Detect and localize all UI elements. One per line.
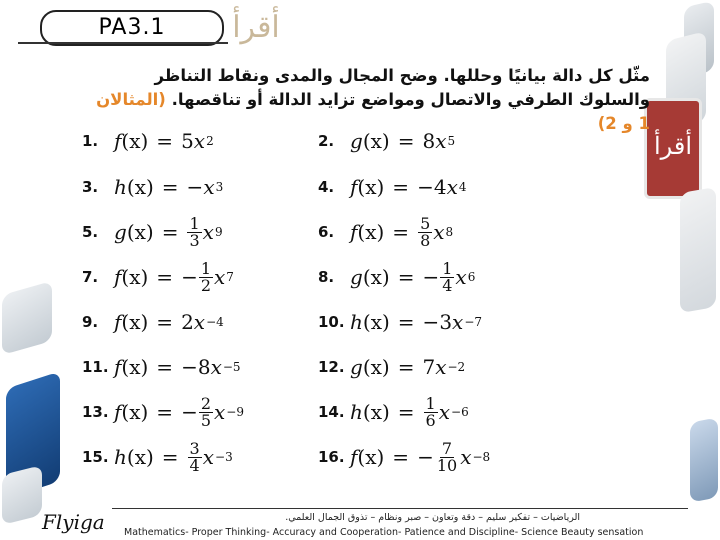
function-name: h xyxy=(114,445,127,469)
footer-divider xyxy=(112,508,688,509)
problem-item xyxy=(318,215,453,249)
fraction-coefficient xyxy=(440,258,454,295)
fraction-numerator: 1 xyxy=(425,393,436,413)
coefficient: 7 xyxy=(422,355,436,379)
equals-sign: = xyxy=(397,400,415,424)
problem-item xyxy=(82,215,223,249)
problem-number: 9. xyxy=(82,313,99,331)
fraction-coefficient xyxy=(199,258,213,295)
decorative-panel xyxy=(680,187,716,313)
exponent: −5 xyxy=(222,360,241,374)
function-name: g xyxy=(350,355,363,379)
function-arg: (x) xyxy=(121,129,149,153)
problem-item xyxy=(318,260,475,294)
function-name: f xyxy=(350,220,358,244)
minus-sign: − xyxy=(186,175,204,199)
fraction-coefficient xyxy=(435,438,459,475)
problem-item xyxy=(82,170,223,204)
equals-sign: = xyxy=(397,265,415,289)
fraction-denominator: 8 xyxy=(420,230,431,250)
equals-sign: = xyxy=(156,129,174,153)
decorative-panel xyxy=(2,281,52,355)
coefficient: 3 xyxy=(439,310,453,334)
function-arg: (x) xyxy=(121,400,149,424)
function-name: h xyxy=(114,175,127,199)
variable: x xyxy=(460,445,472,469)
exponent: 6 xyxy=(467,270,476,284)
function-name: f xyxy=(350,445,358,469)
logo-icon: ﺃﻗﺮﺃ xyxy=(232,10,280,45)
decorative-panel xyxy=(2,465,42,525)
variable: x xyxy=(433,220,445,244)
exponent: 5 xyxy=(447,134,456,148)
logo-card: ﺃﻗﺮﺃ xyxy=(644,98,702,199)
variable: x xyxy=(446,175,458,199)
fraction-coefficient xyxy=(188,438,202,475)
function-arg: (x) xyxy=(362,310,390,334)
minus-sign: − xyxy=(181,400,198,424)
problem-item xyxy=(318,395,469,429)
problem-item xyxy=(318,124,455,158)
fraction-numerator: 7 xyxy=(441,438,453,458)
exponent: −7 xyxy=(464,315,483,329)
function-name: g xyxy=(350,265,363,289)
function-name: f xyxy=(114,400,122,424)
problem-number: 8. xyxy=(318,268,335,286)
fraction-denominator: 5 xyxy=(200,410,212,430)
problem-number: 2. xyxy=(318,132,335,150)
function-arg: (x) xyxy=(126,175,154,199)
problem-item xyxy=(82,440,233,474)
function-arg: (x) xyxy=(357,445,385,469)
coefficient: 8 xyxy=(422,129,436,153)
variable: x xyxy=(193,129,206,153)
minus-sign: − xyxy=(181,265,198,289)
problem-expression xyxy=(350,213,454,250)
fraction-numerator: 1 xyxy=(442,258,453,278)
problem-number: 14. xyxy=(318,403,345,421)
signature-icon: Flyiga xyxy=(42,510,105,534)
title-underline xyxy=(18,42,228,44)
problem-number: 16. xyxy=(318,448,345,466)
function-arg: (x) xyxy=(362,265,390,289)
variable: x xyxy=(455,265,467,289)
function-name: f xyxy=(350,175,358,199)
equals-sign: = xyxy=(156,265,174,289)
minus-sign: − xyxy=(417,445,434,469)
problem-expression xyxy=(114,213,223,250)
fraction-denominator: 10 xyxy=(436,455,458,475)
variable: x xyxy=(202,220,214,244)
function-arg: (x) xyxy=(126,220,154,244)
function-name: h xyxy=(350,400,363,424)
exponent: 8 xyxy=(445,225,454,239)
exponent: −8 xyxy=(472,450,491,464)
problem-item xyxy=(82,305,224,339)
problem-expression xyxy=(114,129,214,153)
coefficient: 8 xyxy=(197,355,211,379)
variable: x xyxy=(193,310,206,334)
problem-number: 13. xyxy=(82,403,109,421)
variable: x xyxy=(452,310,464,334)
problem-expression xyxy=(114,393,244,430)
variable: x xyxy=(214,400,226,424)
variable: x xyxy=(435,129,447,153)
problem-expression xyxy=(350,258,476,295)
function-name: g xyxy=(114,220,127,244)
exponent: −2 xyxy=(447,360,466,374)
function-arg: (x) xyxy=(121,310,149,334)
problem-number: 7. xyxy=(82,268,99,286)
function-arg: (x) xyxy=(121,355,149,379)
problem-expression xyxy=(114,175,223,199)
problem-item xyxy=(318,440,490,474)
problem-number: 6. xyxy=(318,223,335,241)
coefficient: 4 xyxy=(433,175,447,199)
problem-number: 5. xyxy=(82,223,99,241)
variable: x xyxy=(203,175,215,199)
minus-sign: − xyxy=(422,310,440,334)
exponent: −6 xyxy=(451,405,469,419)
fraction-denominator: 6 xyxy=(425,410,436,430)
problem-number: 12. xyxy=(318,358,345,376)
coefficient: 5 xyxy=(181,129,194,153)
problem-number: 1. xyxy=(82,132,99,150)
function-name: f xyxy=(114,265,122,289)
problem-expression xyxy=(114,258,234,295)
problem-expression xyxy=(350,393,469,430)
equals-sign: = xyxy=(161,175,179,199)
function-arg: (x) xyxy=(362,400,390,424)
exponent: 2 xyxy=(206,134,214,148)
function-name: f xyxy=(114,310,122,334)
exponent: 9 xyxy=(214,225,223,239)
variable: x xyxy=(438,400,451,424)
equals-sign: = xyxy=(156,400,174,424)
function-arg: (x) xyxy=(362,129,390,153)
problem-expression xyxy=(350,175,466,199)
fraction-coefficient xyxy=(418,213,432,250)
equals-sign: = xyxy=(392,220,410,244)
variable: x xyxy=(210,355,222,379)
problem-item xyxy=(318,350,465,384)
page-title: PA3.1 xyxy=(40,10,224,46)
function-name: g xyxy=(350,129,363,153)
problem-expression xyxy=(114,438,233,475)
fraction-denominator: 2 xyxy=(200,275,212,295)
problem-item xyxy=(82,124,214,158)
instruction-hint: (المثالان 1 و 2) xyxy=(96,90,650,133)
fraction-numerator: 5 xyxy=(420,213,431,233)
problem-item xyxy=(82,350,241,384)
exponent: 7 xyxy=(226,270,234,284)
problem-item xyxy=(82,395,244,429)
problem-item xyxy=(318,305,482,339)
function-name: f xyxy=(114,129,122,153)
fraction-coefficient xyxy=(187,213,201,250)
problem-number: 10. xyxy=(318,313,345,331)
instruction-main: مثّل كل دالة بيانيًا وحللها. وضح المجال والمدى ونقاط التناظر والسلوك الطرفي والاتصال ومواضع تزايد الدالة أو تناقصها. xyxy=(154,66,650,109)
variable: x xyxy=(202,445,215,469)
problem-expression xyxy=(350,310,482,334)
equals-sign: = xyxy=(397,310,415,334)
problem-expression xyxy=(350,355,465,379)
coefficient: 2 xyxy=(181,310,194,334)
equals-sign: = xyxy=(161,445,179,469)
fraction-numerator: 1 xyxy=(189,213,200,233)
variable: x xyxy=(214,265,226,289)
exponent: 3 xyxy=(215,180,224,194)
minus-sign: − xyxy=(422,265,440,289)
fraction-denominator: 4 xyxy=(442,275,453,295)
exponent: −3 xyxy=(215,450,233,464)
fraction-denominator: 3 xyxy=(189,230,200,250)
problem-number: 4. xyxy=(318,178,335,196)
decorative-panel xyxy=(690,418,718,503)
problem-expression xyxy=(350,438,491,475)
fraction-denominator: 4 xyxy=(189,455,200,475)
problem-expression xyxy=(350,129,455,153)
problem-item xyxy=(318,170,466,204)
function-name: h xyxy=(350,310,363,334)
footer-english: Mathematics- Proper Thinking- Accuracy and Cooperation- Patience and Discipline- Science Beauty sensation xyxy=(124,527,644,538)
exponent: 4 xyxy=(458,180,467,194)
fraction-numerator: 2 xyxy=(200,393,212,413)
problem-number: 3. xyxy=(82,178,99,196)
equals-sign: = xyxy=(392,445,410,469)
equals-sign: = xyxy=(161,220,179,244)
problem-number: 15. xyxy=(82,448,109,466)
function-name: f xyxy=(114,355,122,379)
function-arg: (x) xyxy=(357,220,385,244)
function-arg: (x) xyxy=(357,175,385,199)
fraction-coefficient xyxy=(199,393,213,430)
equals-sign: = xyxy=(392,175,410,199)
exponent: −9 xyxy=(226,405,244,419)
equals-sign: = xyxy=(397,129,415,153)
function-arg: (x) xyxy=(126,445,154,469)
fraction-numerator: 3 xyxy=(189,438,200,458)
exponent: −4 xyxy=(206,315,224,329)
fraction-coefficient xyxy=(424,393,438,430)
fraction-numerator: 1 xyxy=(200,258,212,278)
problem-expression xyxy=(114,355,241,379)
function-arg: (x) xyxy=(362,355,390,379)
minus-sign: − xyxy=(417,175,434,199)
equals-sign: = xyxy=(397,355,415,379)
problem-number: 11. xyxy=(82,358,109,376)
equals-sign: = xyxy=(156,355,174,379)
footer-arabic: الرياضيات – تفكير سليم – دقة وتعاون – صبر ونظام – تذوق الجمال العلمي. xyxy=(285,512,580,523)
variable: x xyxy=(435,355,447,379)
problem-expression xyxy=(114,310,224,334)
problem-item xyxy=(82,260,234,294)
equals-sign: = xyxy=(156,310,174,334)
function-arg: (x) xyxy=(121,265,149,289)
minus-sign: − xyxy=(181,355,198,379)
